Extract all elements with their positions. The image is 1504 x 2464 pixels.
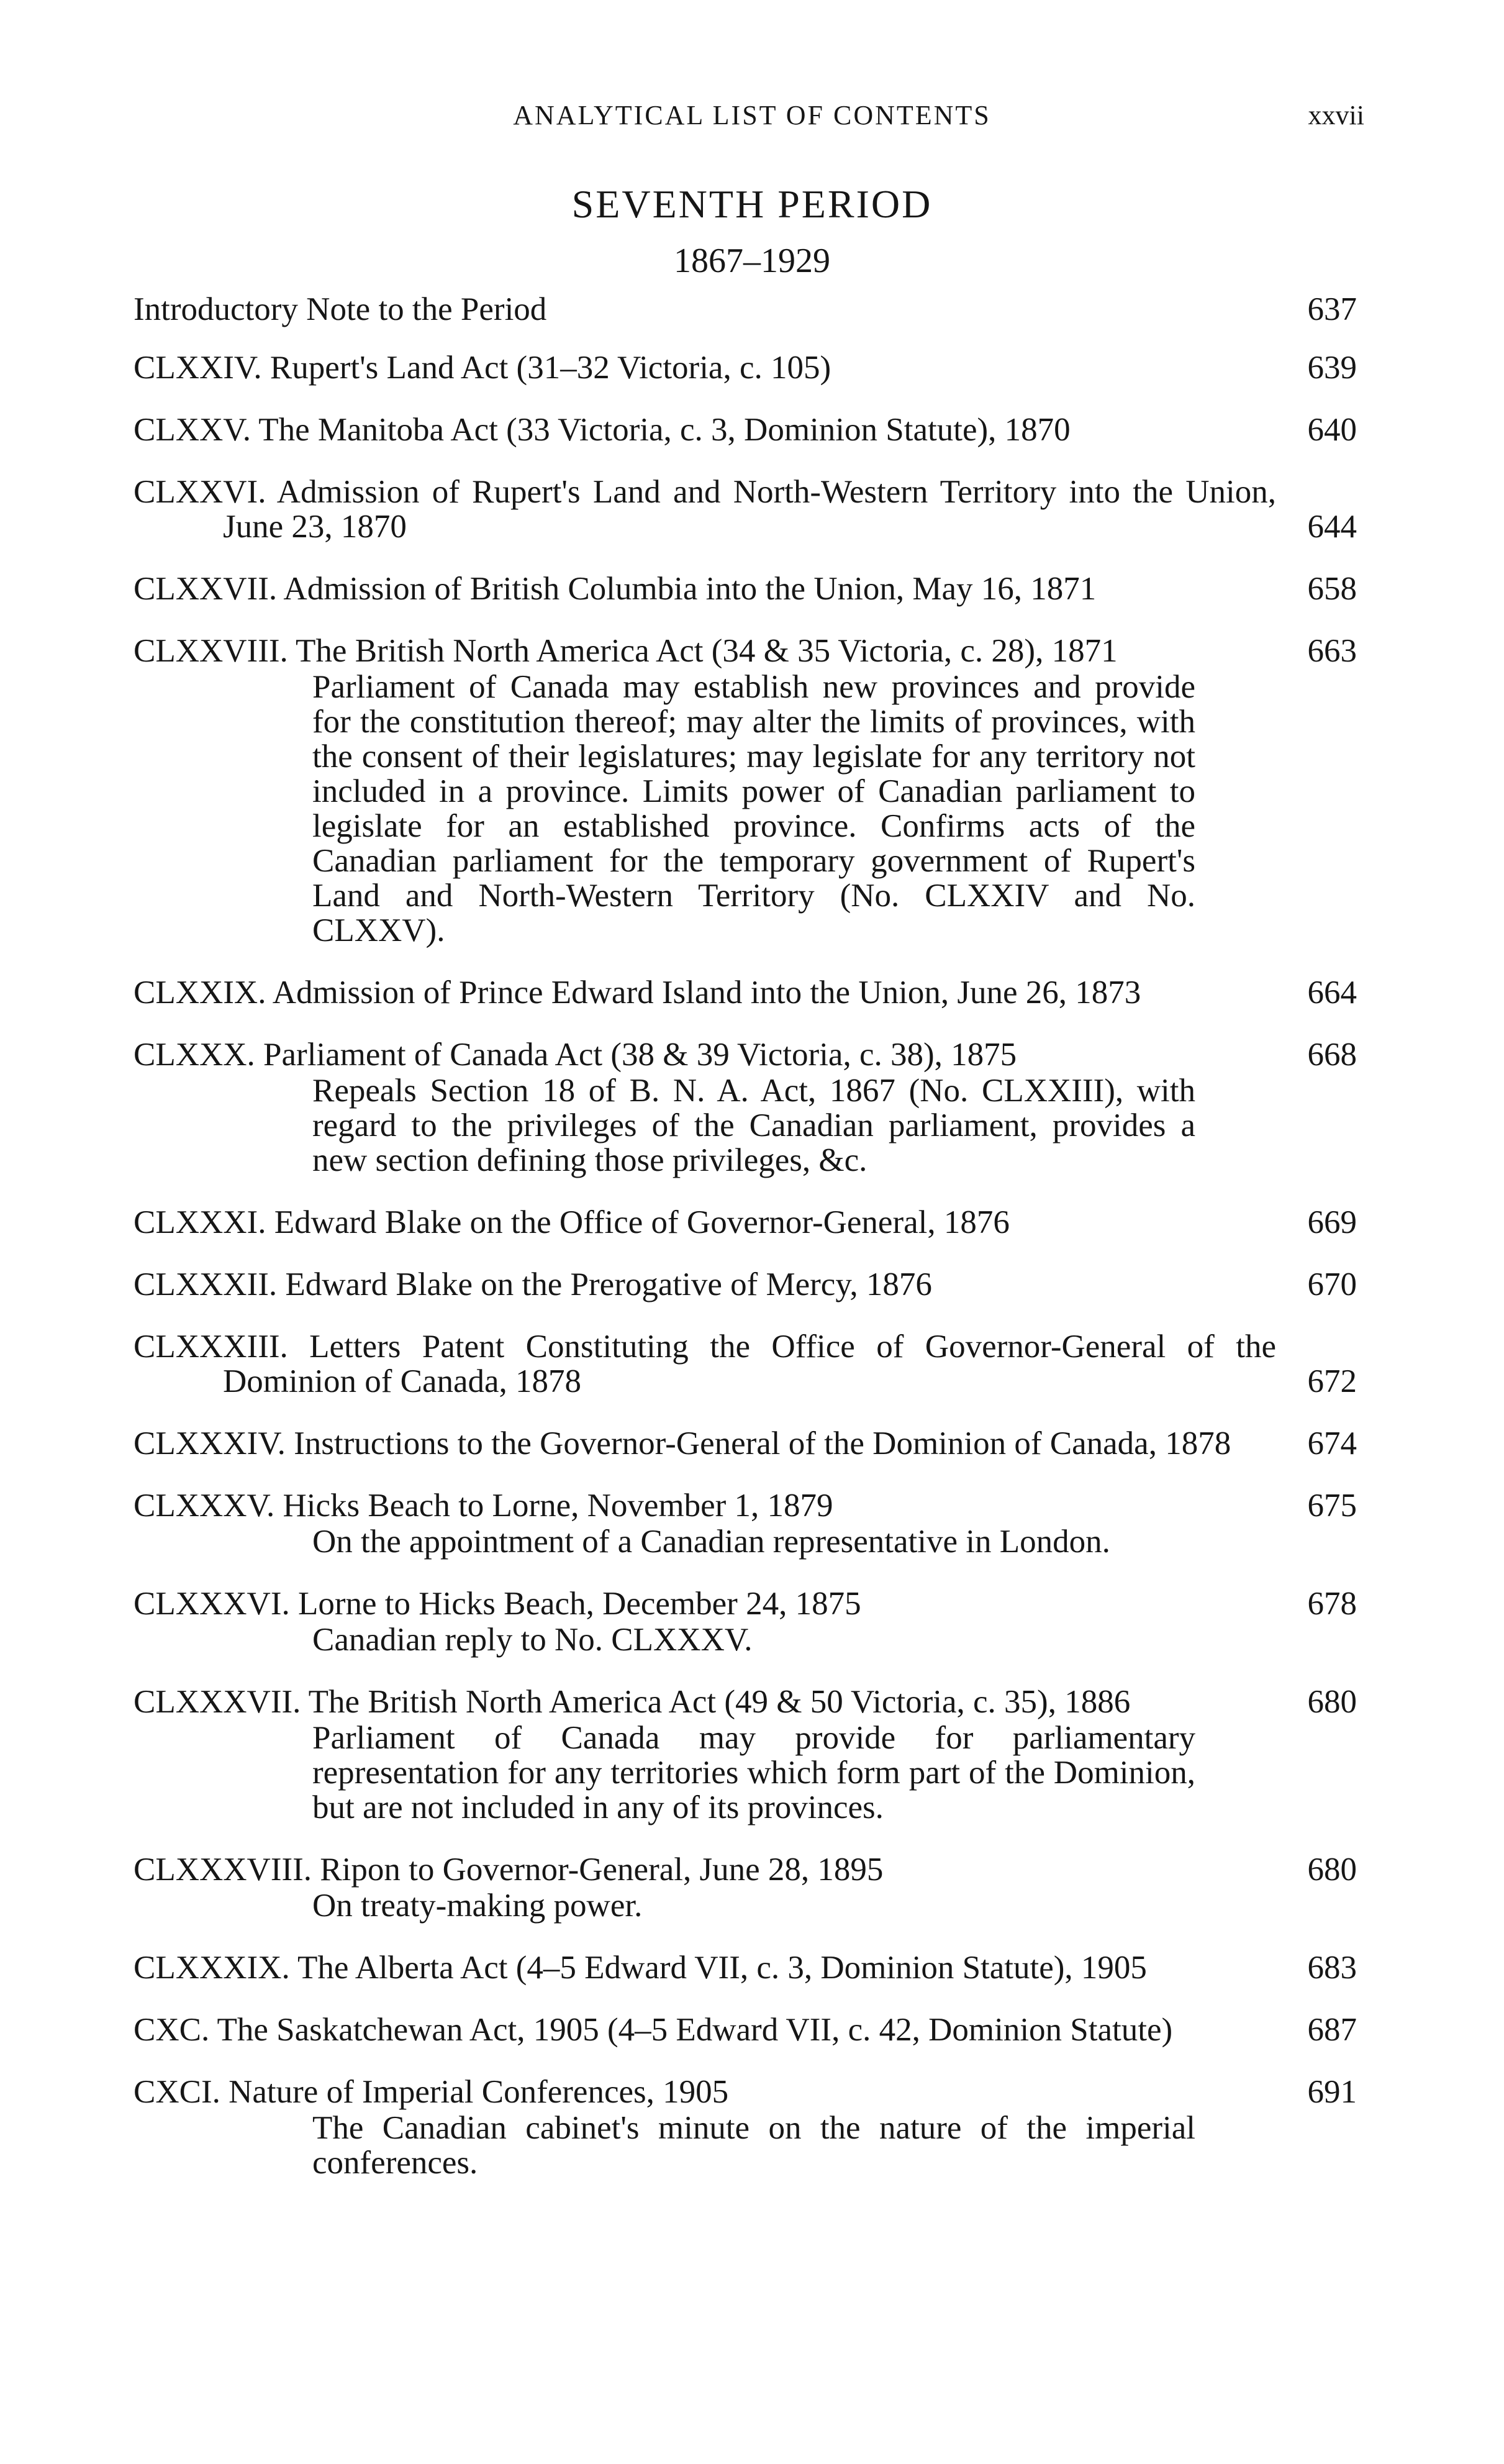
toc-entry: [134, 571, 1357, 606]
toc-entry: [134, 2012, 1357, 2047]
toc-entry: [134, 634, 1357, 948]
intro-entry: [134, 292, 1357, 327]
entry-description: Parliament of Canada may establish new provinces and provide for the constitution thereof; may alter the limits of provinces, with the consent of their legislatures; may legislate for any territory not included in a province. Limits power of Canadian parliament to legislate for an established province. Confirms acts of the Canadian parliament for the temporary government of Rupert's Land and North-Western Territory (No. CLXXIV and No. CLXXV).: [312, 669, 1195, 948]
entry-page: 663: [1307, 633, 1357, 669]
entry-page: 670: [1307, 1266, 1357, 1302]
entry-page: 658: [1307, 571, 1357, 607]
entry-title: CLXXXIX. The Alberta Act (4–5 Edward VII, c. 3, Dominion Statute), 1905: [134, 1950, 1147, 1986]
entry-description: On the appointment of a Canadian representative in London.: [312, 1524, 1110, 1560]
entry-title: CLXXIX. Admission of Prince Edward Island into the Union, June 26, 1873: [134, 975, 1141, 1011]
intro-page: 637: [1307, 291, 1357, 327]
entry-page: 675: [1307, 1488, 1357, 1524]
entry-description: Repeals Section 18 of B. N. A. Act, 1867 (No. CLXXIII), with regard to the privileges of the Canadian parliament, provides a new section defining those privileges, &c.: [312, 1073, 1195, 1178]
entry-title: CLXXXVIII. Ripon to Governor-General, June 28, 1895: [134, 1852, 884, 1888]
toc-entry: [134, 1950, 1357, 1985]
entry-page: 683: [1307, 1950, 1357, 1986]
entry-title: CXC. The Saskatchewan Act, 1905 (4–5 Edward VII, c. 42, Dominion Statute): [134, 2012, 1173, 2048]
toc-entry: [134, 1684, 1357, 1825]
entry-title: CLXXXIII. Letters Patent Constituting the Office of Governor-General of the Dominion of Canada, 1878: [134, 1329, 1276, 1399]
entry-title: CLXXVIII. The British North America Act (34 & 35 Victoria, c. 28), 1871: [134, 633, 1118, 669]
entry-page: 664: [1307, 975, 1357, 1011]
entry-page: 669: [1307, 1204, 1357, 1240]
entry-page: 674: [1307, 1425, 1357, 1462]
entry-title: CLXXVII. Admission of British Columbia into the Union, May 16, 1871: [134, 571, 1097, 607]
toc-entry: [134, 975, 1357, 1010]
entry-page: 691: [1307, 2074, 1357, 2110]
entry-title: CLXXXII. Edward Blake on the Prerogative of Mercy, 1876: [134, 1266, 932, 1302]
toc-entry: [134, 350, 1357, 385]
entry-page: 639: [1307, 350, 1357, 386]
toc-entry: [134, 1852, 1357, 1923]
toc-entry: [134, 1329, 1357, 1399]
toc-entry: [134, 1267, 1357, 1302]
entry-description: Parliament of Canada may provide for parliamentary representation for any territories which form part of the Dominion, but are not included in any of its provinces.: [312, 1720, 1195, 1825]
entry-title: CLXXVI. Admission of Rupert's Land and North-Western Territory into the Union, June 23, 1870: [134, 474, 1276, 545]
entry-page: 668: [1307, 1037, 1357, 1073]
entry-page: 678: [1307, 1586, 1357, 1622]
toc-entry: [134, 1426, 1357, 1461]
entry-title: CLXXV. The Manitoba Act (33 Victoria, c. 3, Dominion Statute), 1870: [134, 412, 1071, 448]
entry-title: CLXXIV. Rupert's Land Act (31–32 Victoria, c. 105): [134, 350, 831, 386]
entry-title: CLXXXVII. The British North America Act (49 & 50 Victoria, c. 35), 1886: [134, 1684, 1131, 1720]
entry-list: [134, 350, 1357, 2180]
period-title: SEVENTH PERIOD: [571, 182, 933, 226]
toc-entry: [134, 412, 1357, 447]
entry-title: CLXXX. Parliament of Canada Act (38 & 39 Victoria, c. 38), 1875: [134, 1037, 1017, 1073]
toc-entry: [134, 475, 1357, 544]
toc-entry: [134, 1488, 1357, 1559]
entry-title: CLXXXI. Edward Blake on the Office of Governor-General, 1876: [134, 1204, 1010, 1240]
entry-title: CLXXXIV. Instructions to the Governor-General of the Dominion of Canada, 1878: [134, 1425, 1231, 1462]
period-dates: 1867–1929: [674, 242, 830, 280]
toc-entry: [134, 1586, 1357, 1657]
entry-title: CXCI. Nature of Imperial Conferences, 1905: [134, 2074, 729, 2110]
entry-description: The Canadian cabinet's minute on the nature of the imperial conferences.: [312, 2110, 1195, 2181]
entry-page: 672: [1307, 1363, 1357, 1399]
entry-page: 640: [1307, 412, 1357, 448]
entry-page: 644: [1307, 509, 1357, 545]
intro-label: Introductory Note to the Period: [134, 291, 547, 327]
entry-title: CLXXXVI. Lorne to Hicks Beach, December 24, 1875: [134, 1586, 861, 1622]
entry-page: 680: [1307, 1852, 1357, 1888]
entry-description: Canadian reply to No. CLXXXV.: [312, 1622, 753, 1658]
entry-title: CLXXXV. Hicks Beach to Lorne, November 1, 1879: [134, 1488, 833, 1524]
entry-description: On treaty-making power.: [312, 1888, 643, 1924]
page-folio: xxvii: [1308, 100, 1364, 130]
toc-entry: [134, 2075, 1357, 2180]
toc-entry: [134, 1037, 1357, 1178]
entry-page: 680: [1307, 1684, 1357, 1720]
entry-page: 687: [1307, 2012, 1357, 2048]
running-title: ANALYTICAL LIST OF CONTENTS: [513, 100, 991, 130]
contents-list: [134, 292, 1357, 2207]
toc-entry: [134, 1205, 1357, 1240]
